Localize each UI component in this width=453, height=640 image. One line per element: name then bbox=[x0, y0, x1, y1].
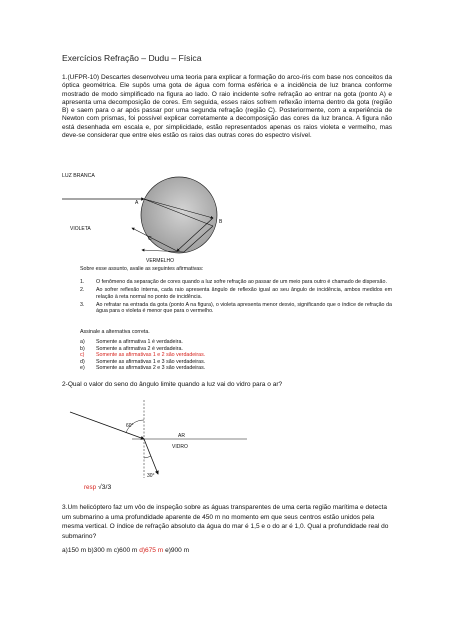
luz-branca-label: LUZ BRANCA bbox=[62, 173, 95, 179]
question-2-text: 2-Qual o valor do seno do ângulo limite quando a luz vai do vidro para o ar? bbox=[62, 381, 283, 388]
assinale-instruction: Assinale a alternativa correta. bbox=[80, 329, 150, 335]
option-text: Somente as afirmativas 1 e 3 são verdadeiras. bbox=[96, 358, 206, 365]
angle-arc-bottom bbox=[144, 456, 151, 458]
answer-b: b)300 m bbox=[87, 547, 112, 554]
angle-60-label: 60° bbox=[126, 423, 134, 429]
option-d bbox=[80, 359, 205, 366]
option-a bbox=[80, 339, 205, 346]
afirmativa-item bbox=[80, 287, 392, 300]
option-text: Somente a afirmativa 2 é verdadeira. bbox=[96, 345, 183, 352]
label-c: C bbox=[148, 236, 152, 242]
question-2-answer bbox=[84, 484, 111, 491]
option-text: Somente as afirmativas 2 e 3 são verdadeiras. bbox=[96, 365, 206, 372]
option-b bbox=[80, 346, 205, 353]
afirmativa-text: Ao sofrer reflexão interna, cada raio apresenta ângulo de reflexão igual ao seu ângulo de incidência, ambos medidos em relação à reta normal no ponto de incidência. bbox=[96, 287, 392, 300]
angle-30-label: 30° bbox=[147, 473, 155, 479]
afirmativa-text: O fenômeno da separação de cores quando a luz sofre refração ao passar de um meio para outro é chamado de dispersão. bbox=[96, 279, 387, 285]
label-b: B bbox=[219, 219, 223, 225]
option-e bbox=[80, 365, 205, 372]
vermelho-label: VERMELHO bbox=[146, 258, 175, 264]
afirmativa-number: 3. bbox=[80, 301, 85, 308]
label-a: A bbox=[135, 200, 139, 206]
raindrop-figure bbox=[62, 168, 252, 266]
answer-d-correct: d)675 m bbox=[139, 547, 164, 554]
question-3-text: 3.Um helicóptero faz um vôo de inspeção sobre as águas transparentes de uma certa região marítima e detecta um submarino a uma profundidade aparente de 450 m no momento em que seus centros estão unidos pela mesma vertical. O índice de refração absoluto da água do mar é 1,5 e o do ar é 1,0. Qual a profundidade real do submarino? bbox=[62, 504, 389, 540]
option-letter: b) bbox=[80, 345, 85, 352]
ar-label: AR bbox=[178, 433, 185, 439]
afirmativas-list bbox=[80, 279, 392, 316]
resp-label: resp bbox=[84, 484, 97, 491]
question-1-text: 1.(UFPR-10) Descartes desenvolveu uma teoria para explicar a formação do arco-íris com base nos conceitos da óptica geométrica. Ele supôs uma gota de água com forma esférica e a incidência de luz branca conforme mostrado de modo simplificado na figura ao lado. O raio incidente sofre refração ao entrar na gota (ponto A) e apresenta uma decomposição de cores. Em seguida, esses raios sofrem reflexão interna dentro da gota (região B) e saem para o ar após passar por uma segunda refração (região C). Posteriormente, com a experiência de Newton com prismas, foi possível explicar corretamente a decomposição das cores da luz branca. A figura não está desenhada em escala e, por simplicidade, estão representados apenas os raios violeta e vermelho, mas deve-se considerar que entre eles estão os raios das outras cores do espectro visível. bbox=[62, 74, 392, 140]
afirmativa-item bbox=[80, 279, 392, 286]
options-list bbox=[80, 339, 205, 372]
raindrop-circle bbox=[141, 177, 217, 253]
refraction-figure bbox=[62, 398, 252, 480]
afirmativa-item bbox=[80, 302, 392, 315]
option-c-correct bbox=[80, 352, 205, 359]
afirmativa-text: Ao refratar na entrada da gota (ponto A na figura), o violeta apresenta menor desvio, significando que o índice de refração da água para o violeta é menor que para o vermelho. bbox=[96, 301, 392, 315]
option-letter: c) bbox=[80, 352, 85, 359]
afirmativas-intro: Sobre esse assunto, avalie as seguintes afirmativas: bbox=[80, 266, 204, 272]
answer-a: a)150 m bbox=[62, 547, 87, 554]
answer-e: e)900 m bbox=[165, 547, 190, 554]
answer-c: c)600 m bbox=[113, 547, 138, 554]
question-3-answers bbox=[62, 547, 189, 554]
violeta-label: VIOLETA bbox=[70, 226, 91, 232]
vidro-label: VIDRO bbox=[172, 444, 188, 450]
option-text: Somente as afirmativas 1 e 2 são verdadeiras. bbox=[96, 352, 206, 359]
resp-value: √3/3 bbox=[98, 484, 112, 491]
afirmativa-number: 1. bbox=[80, 279, 85, 285]
option-text: Somente a afirmativa 1 é verdadeira. bbox=[96, 339, 183, 345]
option-letter: d) bbox=[80, 358, 85, 365]
refracted-light-ray bbox=[144, 439, 158, 474]
afirmativa-number: 2. bbox=[80, 287, 85, 294]
option-letter: a) bbox=[80, 339, 85, 345]
option-letter: e) bbox=[80, 365, 85, 372]
page-title: Exercícios Refração – Dudu – Física bbox=[62, 53, 202, 63]
